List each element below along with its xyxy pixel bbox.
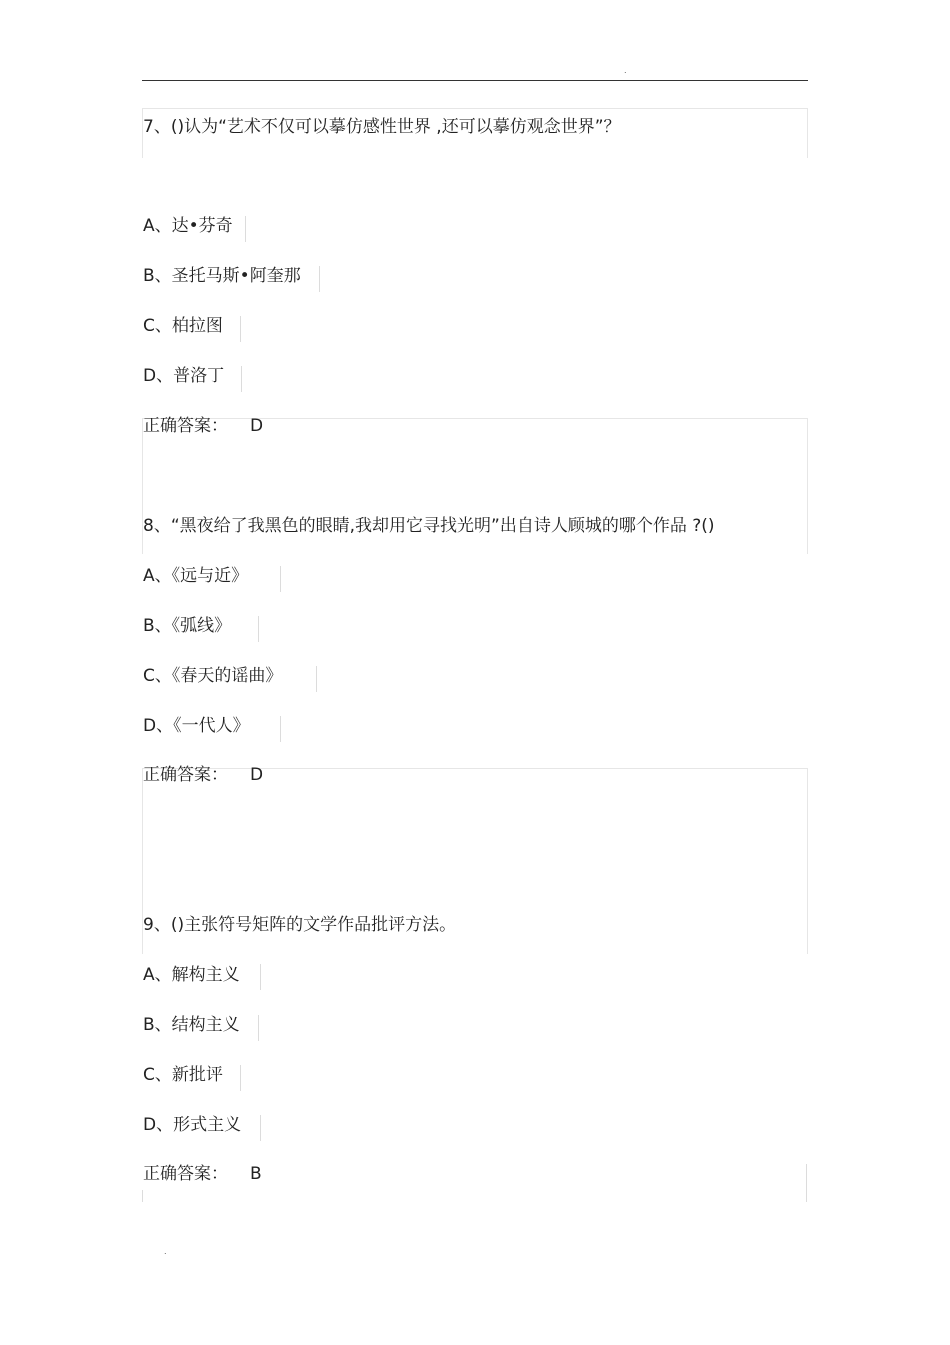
- question-9-option-d: D、形式主义: [143, 1115, 242, 1135]
- option-marker: [319, 266, 320, 292]
- option-marker: [316, 666, 317, 692]
- option-marker: [260, 964, 261, 990]
- header-rule: [142, 80, 808, 81]
- option-marker: [280, 716, 281, 742]
- question-9-option-c: C、新批评: [143, 1065, 223, 1085]
- answer-label: 正确答案：: [143, 1164, 228, 1184]
- option-marker: [240, 316, 241, 342]
- question-9-answer: [143, 1163, 262, 1185]
- answer-label: 正确答案：: [143, 765, 228, 785]
- question-9-option-a: A、解构主义: [143, 965, 240, 985]
- answer-value: D: [250, 416, 264, 436]
- option-marker: [280, 566, 281, 592]
- option-marker: [260, 1115, 261, 1141]
- option-marker: [240, 1065, 241, 1091]
- question-7-option-d: D、普洛丁: [143, 366, 225, 386]
- question-9-stem: 9、()主张符号矩阵的文学作品批评方法。: [143, 915, 457, 935]
- answer-value: D: [250, 765, 264, 785]
- option-marker: [241, 366, 242, 392]
- question-7-stem: 7、()认为“艺术不仅可以摹仿感性世界 ,还可以摹仿观念世界”？: [143, 117, 621, 137]
- question-8-option-c: C、《春天的谣曲》: [143, 666, 283, 686]
- option-marker: [258, 616, 259, 642]
- option-marker: [258, 1015, 259, 1041]
- footer-mark: .: [164, 1247, 167, 1256]
- question-8-answer: [143, 764, 263, 786]
- option-marker: [245, 216, 246, 242]
- answer-9-frame-edge-left: [142, 1190, 143, 1202]
- question-9-option-b: B、结构主义: [143, 1015, 240, 1035]
- question-8-stem: 8、“黑夜给了我黑色的眼睛,我却用它寻找光明”出自诗人顾城的哪个作品 ?(): [143, 516, 715, 536]
- question-7-option-b: B、圣托马斯•阿奎那: [143, 266, 301, 286]
- answer-value: B: [250, 1164, 262, 1184]
- header-mark: .: [624, 66, 627, 75]
- answer-label: 正确答案：: [143, 416, 228, 436]
- question-7-answer: [143, 415, 263, 437]
- answer-9-frame-edge: [806, 1164, 807, 1202]
- question-8-option-a: A、《远与近》: [143, 566, 249, 586]
- question-7-option-c: C、柏拉图: [143, 316, 223, 336]
- question-7-option-a: A、达•芬奇: [143, 216, 233, 236]
- question-8-option-d: D、《一代人》: [143, 716, 250, 736]
- question-8-option-b: B、《弧线》: [143, 616, 232, 636]
